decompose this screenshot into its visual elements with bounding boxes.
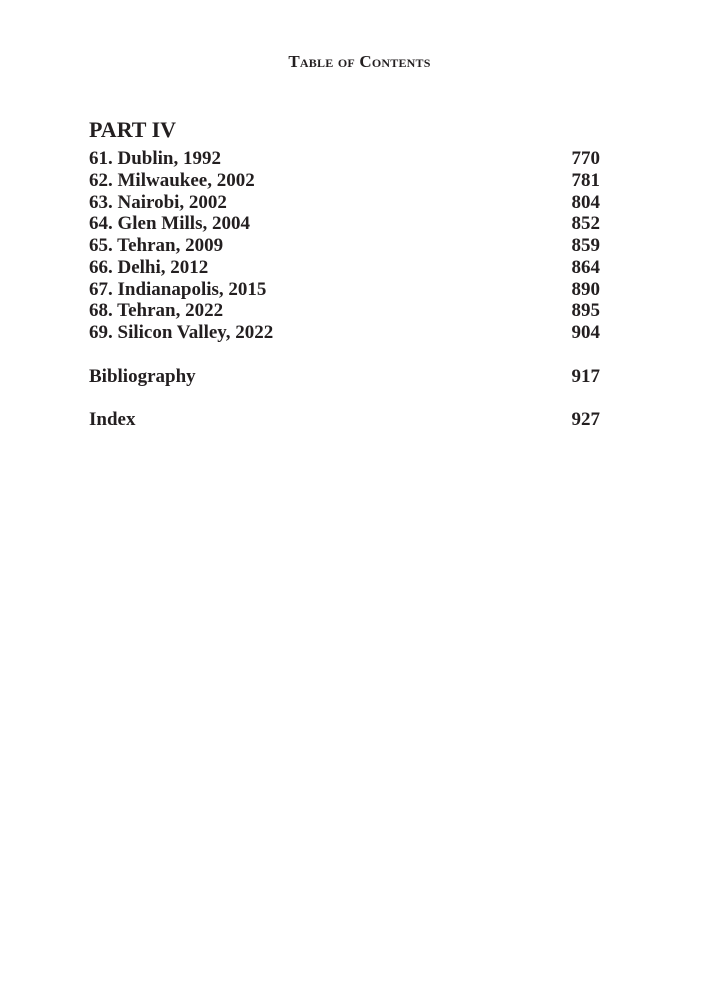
page-number: 859	[571, 235, 600, 256]
chapter-title: 67. Indianapolis, 2015	[89, 278, 267, 300]
toc-entry-68[interactable]	[89, 300, 600, 322]
page-number: 917	[571, 365, 600, 387]
page-number: 781	[571, 169, 600, 191]
chapter-title: 65. Tehran, 2009	[89, 235, 224, 256]
page-number: 895	[571, 300, 600, 322]
back-matter-title: Index	[89, 408, 136, 430]
toc-entry-63[interactable]	[89, 192, 600, 214]
page-number: 864	[571, 256, 600, 278]
chapter-title: 68. Tehran, 2022	[89, 300, 224, 322]
toc-entry-64[interactable]	[89, 213, 600, 235]
page-number: 804	[571, 191, 600, 213]
part-title: PART IV	[89, 117, 177, 142]
toc-entry-61[interactable]	[89, 148, 600, 170]
chapter-title: 61. Dublin, 1992	[89, 148, 221, 169]
chapter-title: 63. Nairobi, 2002	[89, 191, 227, 213]
toc-entry-bibliography[interactable]	[89, 366, 600, 388]
toc-entry-69[interactable]	[89, 322, 600, 344]
chapter-title: 62. Milwaukee, 2002	[89, 169, 255, 191]
back-matter-title: Bibliography	[89, 365, 196, 387]
chapter-title: 66. Delhi, 2012	[89, 256, 209, 278]
page-number: 927	[571, 408, 600, 430]
toc-entry-index[interactable]	[89, 409, 600, 431]
toc-entry-62[interactable]	[89, 170, 600, 192]
table-of-contents	[89, 116, 600, 430]
toc-entry-65[interactable]	[89, 235, 600, 257]
chapter-title: 69. Silicon Valley, 2022	[89, 322, 274, 343]
toc-entry-67[interactable]	[89, 279, 600, 301]
page-number: 852	[571, 213, 600, 235]
running-head: Table of Contents	[288, 52, 431, 71]
page-number: 770	[571, 148, 600, 169]
page-number: 890	[571, 278, 600, 300]
chapter-title: 64. Glen Mills, 2004	[89, 213, 250, 235]
page-number: 904	[571, 322, 600, 343]
toc-entry-66[interactable]	[89, 257, 600, 279]
